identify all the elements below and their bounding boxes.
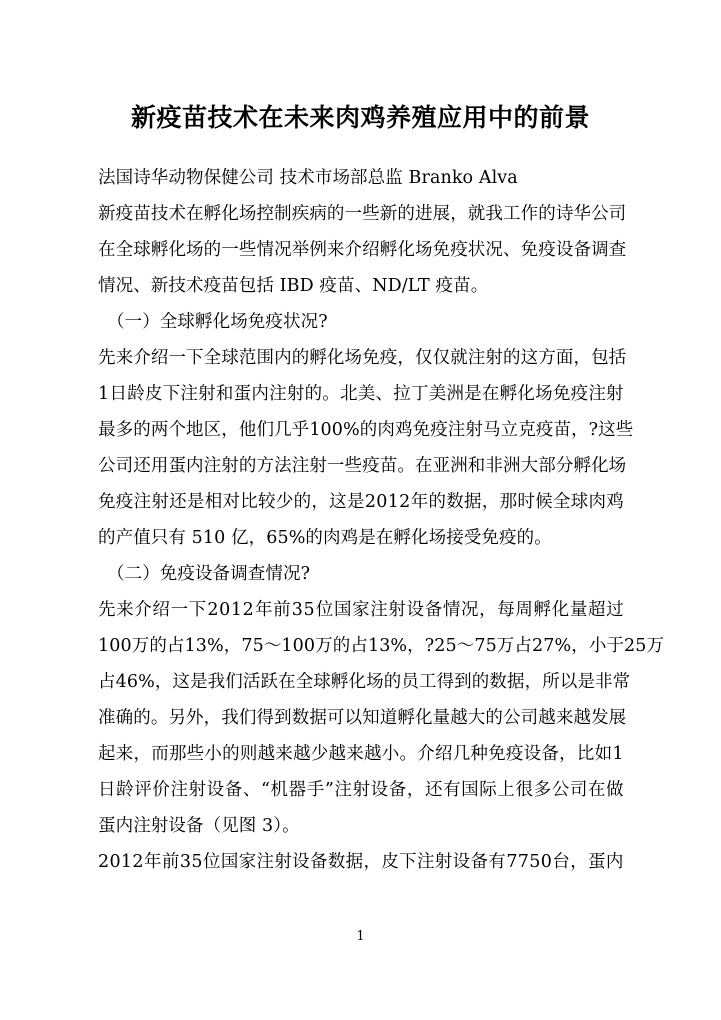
paragraph-line: 免 疫 注 射 还 是 相 对 比 较 少 的 ， 这 是 2 0 1 2 年 的 数 据 ， 那 时 候 全 球 肉 鸡 <box>98 492 624 512</box>
byline: 法国诗华动物保健公司 技术市场部总监 Branko Alva <box>98 168 518 188</box>
paragraph-line: 1 0 0 万 的 占 1 3 % ， 7 5 ～ 1 0 0 万 的 占 1 3 % ， ? 2 5 ～ 7 5 万 占 2 7 % ， 小 于 2 5 万 <box>98 636 665 656</box>
page-title: 新疫苗技术在未来肉鸡养殖应用中的前景 <box>130 102 590 132</box>
paragraph-line: 日 龄 评 价 注 射 设 备 、 “ 机 器 手 ” 注 射 设 备 ， 还 有 国 际 上 很 多 公 司 在 做 <box>98 780 624 800</box>
paragraph-line: 准 确 的 。 另 外 ， 我 们 得 到 数 据 可 以 知 道 孵 化 量 越 大 的 公 司 越 来 越 发 展 <box>98 708 627 728</box>
document-body <box>98 160 665 880</box>
section-heading: （一）全球孵化场免疫状况? <box>107 312 328 332</box>
paragraph-line: 公 司 还 用 蛋 内 注 射 的 方 法 注 射 一 些 疫 苗 。 在 亚 洲 和 非 洲 大 部 分 孵 化 场 <box>98 456 627 476</box>
paragraph-line: 情况、新技术疫苗包括 IBD 疫苗、ND/LT 疫苗。 <box>98 276 489 296</box>
paragraph-line: 1 日 龄 皮 下 注 射 和 蛋 内 注 射 的 。 北 美 、 拉 丁 美 洲 是 在 孵 化 场 免 疫 注 射 <box>98 384 624 404</box>
paragraph-line: 起 来 ， 而 那 些 小 的 则 越 来 越 少 越 来 越 小 。 介 绍 几 种 免 疫 设 备 ， 比 如 1 <box>98 744 624 764</box>
paragraph-line: 最 多 的 两 个 地 区 ， 他 们 几 乎 1 0 0 % 的 肉 鸡 免 疫 注 射 马 立 克 疫 苗 ， ? 这 些 <box>98 420 634 440</box>
page-number: 1 <box>356 929 365 944</box>
section-heading: （二）免疫设备调查情况? <box>107 564 311 584</box>
paragraph-line: 蛋内注射设备（见图 3）。 <box>98 816 300 836</box>
paragraph-line: 2 0 1 2 年 前 3 5 位 国 家 注 射 设 备 数 据 ， 皮 下 注 射 设 备 有 7 7 5 0 台 ， 蛋 内 <box>98 852 624 872</box>
paragraph-line: 的产值只有 510 亿，65%的肉鸡是在孵化场接受免疫的。 <box>98 528 552 548</box>
paragraph-line: 占 4 6 % ， 这 是 我 们 活 跃 在 全 球 孵 化 场 的 员 工 得 到 的 数 据 ， 所 以 是 非 常 <box>98 672 631 692</box>
paragraph-line: 先 来 介 绍 一 下 2 0 1 2 年 前 3 5 位 国 家 注 射 设 备 情 况 ， 每 周 孵 化 量 超 过 <box>98 600 624 620</box>
paragraph-line: 先 来 介 绍 一 下 全 球 范 围 内 的 孵 化 场 免 疫 ， 仅 仅 就 注 射 的 这 方 面 ， 包 括 <box>98 348 627 368</box>
paragraph-line: 新 疫 苗 技 术 在 孵 化 场 控 制 疾 病 的 一 些 新 的 进 展 ， 就 我 工 作 的 诗 华 公 司 <box>98 204 627 224</box>
paragraph-line: 在 全 球 孵 化 场 的 一 些 情 况 举 例 来 介 绍 孵 化 场 免 疫 状 况 、 免 疫 设 备 调 查 <box>98 240 627 260</box>
